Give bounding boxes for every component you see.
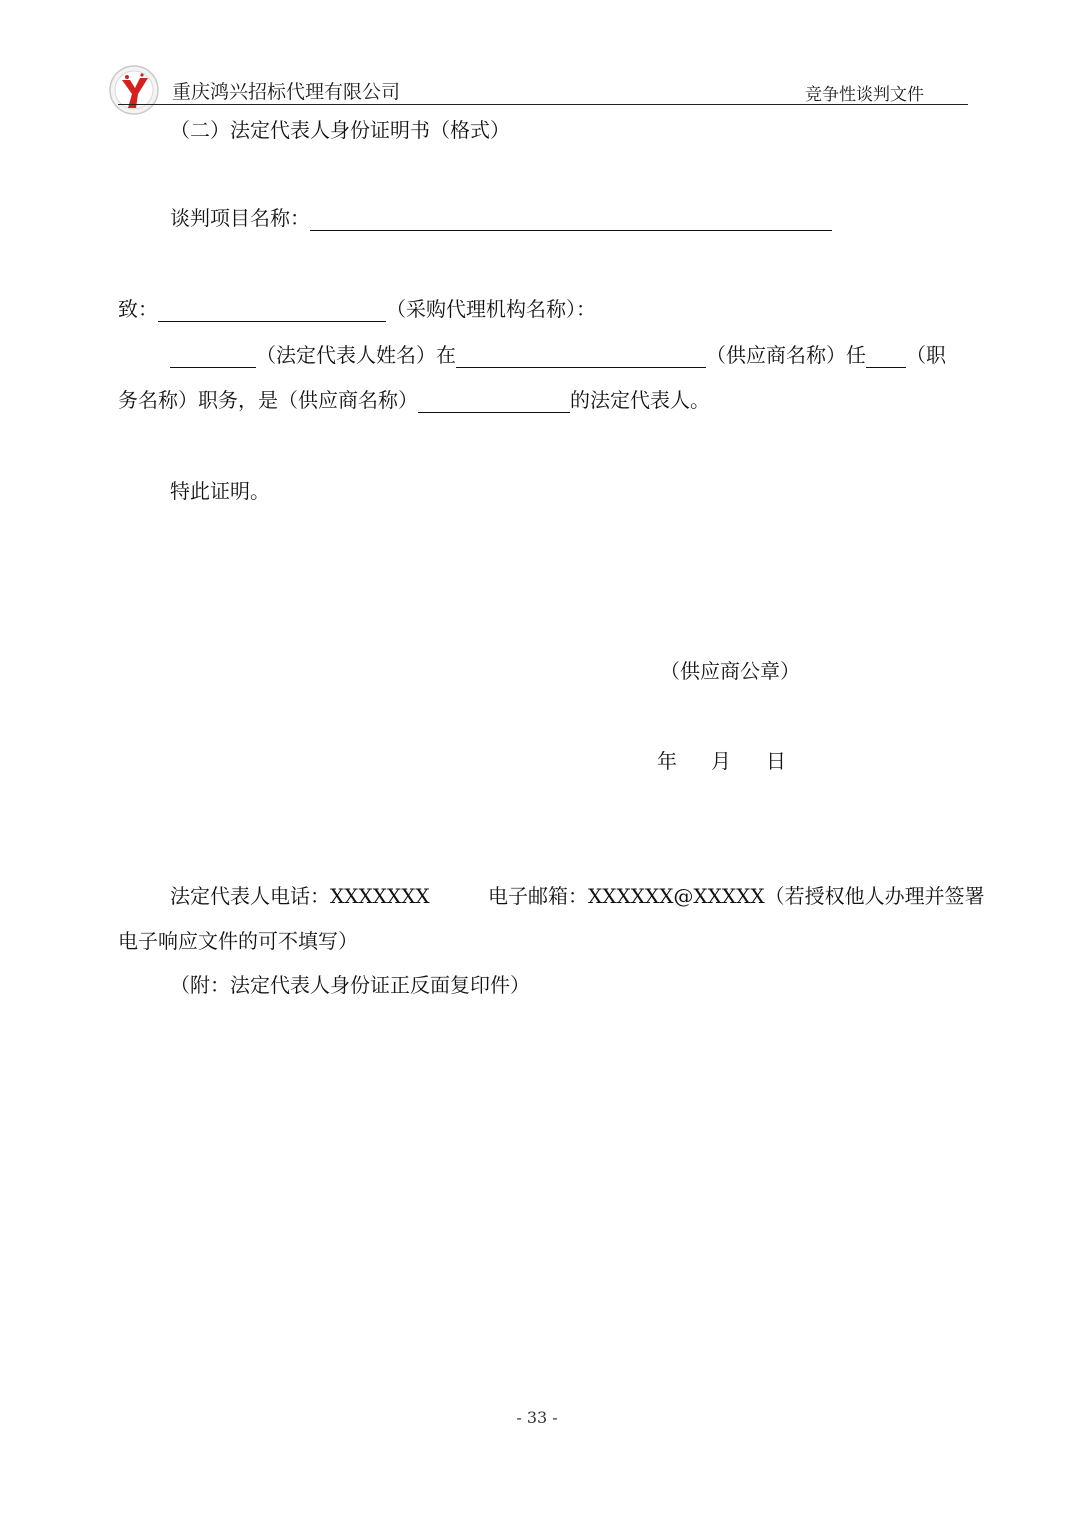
project-name-row	[170, 204, 832, 232]
company-name: 重庆鸿兴招标代理有限公司	[172, 81, 401, 103]
supplier-name-blank[interactable]	[456, 345, 706, 368]
project-name-blank[interactable]	[310, 208, 832, 231]
representative-name-blank[interactable]	[170, 345, 256, 368]
paragraph-text-e: 的法定代表人。	[570, 388, 710, 412]
page-number: - 33 -	[516, 1408, 558, 1427]
paragraph-text-d: 务名称）职务，是（供应商名称）	[118, 388, 418, 412]
supplier-name-blank-2[interactable]	[418, 390, 570, 413]
agency-name-blank[interactable]	[158, 299, 386, 322]
date-day-label: 日	[766, 749, 786, 773]
addressee-prefix: 致：	[118, 297, 158, 321]
header-divider	[118, 104, 968, 105]
project-name-label: 谈判项目名称：	[170, 206, 310, 230]
paragraph-text-a: （法定代表人姓名）在	[256, 343, 456, 367]
company-logo	[108, 64, 160, 116]
addressee-suffix: （采购代理机构名称）：	[386, 297, 596, 321]
paragraph-line-2	[118, 386, 710, 414]
contact-phone: 法定代表人电话：XXXXXXX	[170, 884, 430, 908]
supplier-seal-label: （供应商公章）	[660, 659, 800, 683]
paragraph-text-c: （职	[906, 343, 946, 367]
date-month-label: 月	[711, 749, 731, 773]
section-title: （二）法定代表人身份证明书（格式）	[170, 118, 510, 142]
addressee-row	[118, 295, 596, 323]
date-year-label: 年	[657, 749, 677, 773]
contact-email: 电子邮箱：XXXXXX@XXXXX（若授权他人办理并签署	[488, 884, 985, 908]
paragraph-text-b: （供应商名称）任	[706, 343, 866, 367]
contact-note: 电子响应文件的可不填写）	[118, 929, 358, 953]
certification-statement: 特此证明。	[170, 479, 270, 503]
paragraph-line-1	[170, 341, 946, 369]
position-blank[interactable]	[866, 345, 906, 368]
attachment-note: （附：法定代表人身份证正反面复印件）	[170, 973, 530, 997]
document-type: 竞争性谈判文件	[805, 85, 924, 105]
